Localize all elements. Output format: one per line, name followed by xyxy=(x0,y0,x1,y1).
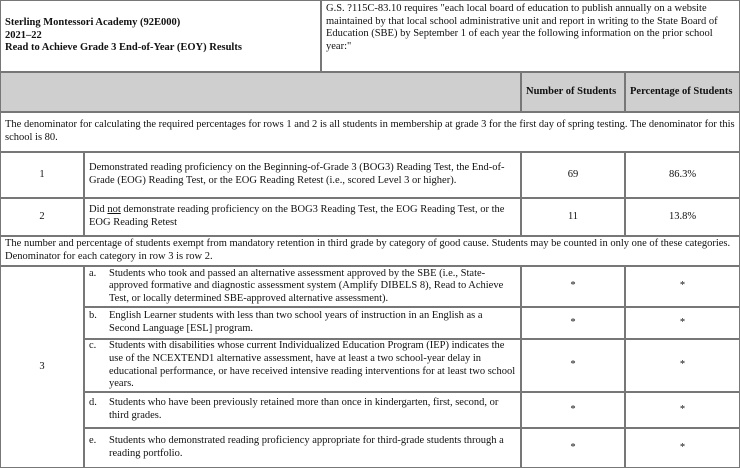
subitem-text: Students who have been previously retained more than once in kindergarten, first, second, or third grades. xyxy=(109,397,499,421)
subitem-description xyxy=(84,339,521,392)
column-header-number xyxy=(521,72,625,112)
subitem-count: * xyxy=(521,266,625,307)
exempt-note xyxy=(0,236,740,266)
subitem-text: Students who demonstrated reading proficiency appropriate for third-grade students through a reading portfolio. xyxy=(109,435,504,459)
subitem-count: * xyxy=(521,339,625,392)
row-text-underlined: not xyxy=(107,204,121,216)
subitem-count: * xyxy=(521,307,625,339)
statute-quote: G.S. ?115C-83.10 requires "each local board of education to publish annually on a website maintained by that local school administrative unit and report in writing to the State Board of Education (SBE) by September 1 of each year the following information on the prior school year:" xyxy=(326,3,718,52)
row-number: 3 xyxy=(0,266,84,468)
subitem-percent: * xyxy=(625,266,740,307)
subitem-description xyxy=(84,307,521,339)
subitem-percent: * xyxy=(625,392,740,428)
row-text-suffix: demonstrate reading proficiency on the BOG3 Reading Test, the EOG Reading Test, or the EOG Reading Retest xyxy=(89,204,505,228)
subitem-percent: * xyxy=(625,307,740,339)
column-header-number-label: Number of Students xyxy=(526,85,617,97)
subitem-text: Students with disabilities whose current Individualized Education Program (IEP) indicates the use of the NCEXTEND1 alternative assessment, have at least a two school-year delay in educational performance, or have received intensive reading interventions for at least two school years. xyxy=(109,340,516,390)
row-description xyxy=(84,152,521,198)
subitem-letter: a. xyxy=(89,267,97,279)
denominator-note-text: The denominator for calculating the required percentages for rows 1 and 2 is all students in membership at grade 3 for the first day of spring testing. The denominator for this school is 80. xyxy=(5,119,735,143)
report-header xyxy=(0,0,321,72)
statute-text xyxy=(321,0,740,72)
row-count: 11 xyxy=(521,198,625,236)
row-description xyxy=(84,198,521,236)
subitem-count: * xyxy=(521,428,625,468)
header-spacer xyxy=(0,72,521,112)
school-year: 2021–22 xyxy=(5,29,42,41)
subitem-text: English Learner students with less than two school years of instruction in an English as a Second Language [ESL] program. xyxy=(109,310,483,334)
subitem-percent: * xyxy=(625,428,740,468)
column-header-percentage-label: Percentage of Students xyxy=(630,85,733,97)
column-header-percentage xyxy=(625,72,740,112)
subitem-count: * xyxy=(521,392,625,428)
row-description-text xyxy=(89,204,516,229)
subitem-letter: e. xyxy=(89,435,97,447)
row-text-prefix: Did xyxy=(89,204,108,216)
subitem-text: Students who took and passed an alternative assessment approved by the SBE (i.e., State-approved formative and diagnostic assessment system (Amplify DIBELS 8), Read to Achieve Test, or locally determined SBE-approved alternative assessment). xyxy=(109,267,504,304)
subitem-letter: b. xyxy=(89,310,97,322)
subitem-description xyxy=(84,266,521,307)
subitem-description xyxy=(84,392,521,428)
subitem-percent: * xyxy=(625,339,740,392)
exempt-note-text: The number and percentage of students exempt from mandatory retention in third grade by category of good cause. Students may be counted in only one of these categories. Denominator for each category in row 3 is row 2. xyxy=(5,238,731,262)
subitem-letter: c. xyxy=(89,340,97,352)
subitem-letter: d. xyxy=(89,397,97,409)
row-percent: 86.3% xyxy=(625,152,740,198)
row-count: 69 xyxy=(521,152,625,198)
report-title: Read to Achieve Grade 3 End-of-Year (EOY) Results xyxy=(5,42,242,54)
row-number: 2 xyxy=(0,198,84,236)
row-number: 1 xyxy=(0,152,84,198)
row-description-text: Demonstrated reading proficiency on the Beginning-of-Grade 3 (BOG3) Reading Test, the End-of-Grade (EOG) Reading Test, or the EOG Reading Retest (i.e., scored Level 3 or higher). xyxy=(89,162,505,186)
subitem-description xyxy=(84,428,521,468)
denominator-note xyxy=(0,112,740,152)
school-name: Sterling Montessori Academy (92E000) xyxy=(5,17,181,29)
row-percent: 13.8% xyxy=(625,198,740,236)
